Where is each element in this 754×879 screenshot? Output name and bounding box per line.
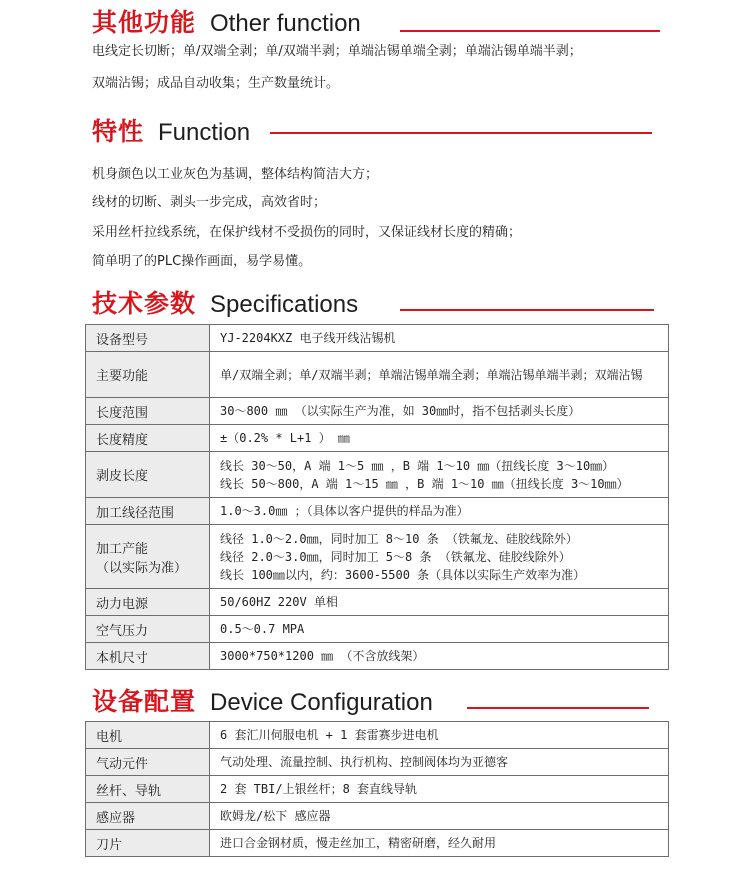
- table-row: [86, 425, 669, 452]
- spec-value: 单/双端全剥；单/双端半剥；单端沾锡单端全剥；单端沾锡单端半剥；双端沾锡: [210, 352, 669, 398]
- table-row: [86, 452, 669, 498]
- table-row: [86, 352, 669, 398]
- spec-value: 50/60HZ 220V 单相: [210, 589, 669, 616]
- table-row: [86, 398, 669, 425]
- spec-value: 线径 1.0～2.0㎜，同时加工 8～10 条 （铁氟龙、硅胶线除外） 线径 2.0～3.0㎜，同时加工 5～8 条 （铁氟龙、硅胶线除外） 线长 100㎜以内，约：3600-5500 条（具体以实际生产效率为准）: [210, 525, 669, 589]
- section-rule: [400, 30, 660, 32]
- section-device-configuration: [92, 682, 433, 718]
- table-row: [86, 722, 669, 749]
- other-line-2: 双端沾锡；成品自动收集；生产数量统计。: [92, 76, 340, 91]
- spec-label: 本机尺寸: [86, 643, 210, 670]
- spec-label: 动力电源: [86, 589, 210, 616]
- spec-label: 剥皮长度: [86, 452, 210, 498]
- spec-label: 加工产能 （以实际为准）: [86, 525, 210, 589]
- section-title-en: Specifications: [210, 291, 359, 318]
- other-line-1: 电线定长切断；单/双端全剥；单/双端半剥；单端沾锡单端全剥；单端沾锡单端半剥；: [92, 44, 582, 59]
- section-other-function: [92, 3, 361, 39]
- spec-label: 长度精度: [86, 425, 210, 452]
- config-value: 欧姆龙/松下 感应器: [210, 803, 669, 830]
- section-title-zh: 设备配置: [92, 687, 197, 716]
- config-label: 电机: [86, 722, 210, 749]
- table-row: [86, 749, 669, 776]
- feature-line-3: 采用丝杆拉线系统，在保护线材不受损伤的同时，又保证线材长度的精确；: [92, 225, 522, 240]
- section-title-zh: 技术参数: [92, 289, 197, 318]
- config-label: 丝杆、导轨: [86, 776, 210, 803]
- feature-line-2: 线材的切断、剥头一步完成，高效省时；: [92, 195, 327, 210]
- spec-label: 主要功能: [86, 352, 210, 398]
- config-value: 气动处理、流量控制、执行机构、控制阀体均为亚德客: [210, 749, 669, 776]
- section-specifications: [92, 284, 358, 320]
- table-row: [86, 803, 669, 830]
- table-row: [86, 589, 669, 616]
- spec-label: 设备型号: [86, 325, 210, 352]
- section-function: [92, 112, 250, 148]
- table-row: [86, 643, 669, 670]
- config-label: 感应器: [86, 803, 210, 830]
- config-label: 刀片: [86, 830, 210, 857]
- table-row: [86, 325, 669, 352]
- config-table: [85, 721, 669, 857]
- spec-value: 30～800 ㎜ （以实际生产为准，如 30㎜时，指不包括剥头长度）: [210, 398, 669, 425]
- section-title-en: Device Configuration: [210, 689, 433, 716]
- spec-label: 加工线径范围: [86, 498, 210, 525]
- table-row: [86, 616, 669, 643]
- config-value: 6 套汇川伺服电机 + 1 套雷赛步进电机: [210, 722, 669, 749]
- spec-value: 0.5～0.7 MPA: [210, 616, 669, 643]
- table-row: [86, 830, 669, 857]
- config-label: 气动元件: [86, 749, 210, 776]
- spec-value: ±（0.2% * L+1 ） ㎜: [210, 425, 669, 452]
- table-row: [86, 525, 669, 589]
- section-title-zh: 特性: [92, 117, 145, 146]
- config-value: 2 套 TBI/上银丝杆；8 套直线导轨: [210, 776, 669, 803]
- section-title-en: Function: [158, 119, 251, 146]
- feature-line-1: 机身颜色以工业灰色为基调，整体结构简洁大方；: [92, 167, 379, 182]
- table-row: [86, 776, 669, 803]
- section-title-zh: 其他功能: [92, 8, 197, 37]
- spec-value: YJ-2204KXZ 电子线开线沾锡机: [210, 325, 669, 352]
- spec-value: 3000*750*1200 ㎜ （不含放线架）: [210, 643, 669, 670]
- section-rule: [270, 132, 652, 134]
- spec-table: [85, 324, 669, 670]
- spec-label: 长度范围: [86, 398, 210, 425]
- spec-value: 线长 30～50，A 端 1～5 ㎜ ，B 端 1～10 ㎜（扭线长度 3～10㎜） 线长 50～800，A 端 1～15 ㎜ ，B 端 1～10 ㎜（扭线长度 3～10㎜）: [210, 452, 669, 498]
- spec-value: 1.0～3.0㎜ ；（具体以客户提供的样品为准）: [210, 498, 669, 525]
- table-row: [86, 498, 669, 525]
- spec-label: 空气压力: [86, 616, 210, 643]
- config-value: 进口合金钢材质，慢走丝加工，精密研磨，经久耐用: [210, 830, 669, 857]
- feature-line-4: 简单明了的PLC操作画面，易学易懂。: [92, 254, 312, 269]
- section-title-en: Other function: [210, 10, 361, 37]
- section-rule: [400, 309, 654, 311]
- section-rule: [467, 707, 649, 709]
